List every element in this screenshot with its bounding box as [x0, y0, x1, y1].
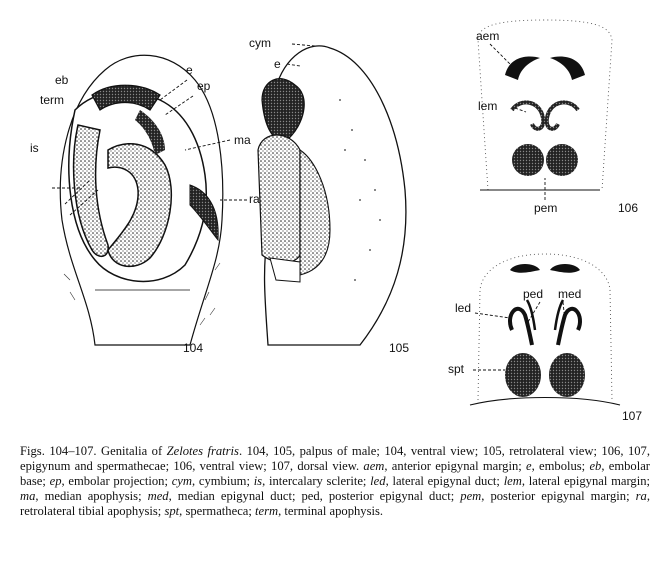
- caption-lead: Figs. 104–107. Genitalia of: [20, 444, 167, 458]
- label-e-104: e: [186, 63, 193, 77]
- label-ped: ped: [523, 287, 544, 301]
- label-spt: spt: [448, 362, 465, 376]
- caption-abbr-definition: , retrolateral tibial apophysis;: [20, 489, 650, 518]
- caption-abbr-term: eb: [589, 459, 602, 473]
- caption-abbr-definition: , median apophysis;: [35, 489, 148, 503]
- fig-number-105: 105: [389, 341, 410, 355]
- caption-text: . 104, 105, palpus of male; 104, ventral view; 105, retrolateral view; 106, 107, epigynum and spermathecae; 106, ventral view; 107, dorsal view.: [20, 444, 650, 473]
- label-eb: eb: [55, 73, 69, 87]
- caption-abbr-term: is: [253, 474, 263, 488]
- caption-abbr-definition: , intercalary sclerite;: [262, 474, 371, 488]
- label-ra: ra: [249, 192, 260, 206]
- figure-caption: [20, 444, 650, 519]
- caption-abbr-term: ma: [20, 489, 36, 503]
- caption-abbr-term: e: [526, 459, 532, 473]
- caption-abbr-definition: , posterior epigynal margin;: [481, 489, 636, 503]
- caption-abbr-definition: , spermatheca;: [179, 504, 256, 518]
- caption-abbr-definition: , cymbium;: [191, 474, 254, 488]
- fig105-drawing: [258, 46, 406, 345]
- caption-abbr-term: ra: [635, 489, 647, 503]
- label-med: med: [558, 287, 582, 301]
- fig-number-107: 107: [622, 409, 643, 423]
- caption-species: Zelotes fratris: [166, 444, 239, 458]
- label-lem: lem: [478, 99, 498, 113]
- caption-abbr-definition: , lateral epigynal duct;: [385, 474, 504, 488]
- caption-abbr-definition: , embolar base;: [20, 459, 650, 488]
- label-aem: aem: [476, 29, 500, 43]
- fig-number-104: 104: [183, 341, 204, 355]
- caption-abbr-term: cym: [171, 474, 192, 488]
- caption-abbr-definition: , embolus;: [531, 459, 590, 473]
- caption-abbr-term: term: [255, 504, 279, 518]
- caption-abbr-definition: , anterior epigynal margin;: [384, 459, 527, 473]
- fig106-drawing: [478, 20, 612, 190]
- caption-abbr-definition: , embolar projection;: [61, 474, 172, 488]
- label-led: led: [455, 301, 472, 315]
- caption-abbr-term: led: [370, 474, 386, 488]
- fig104-drawing: [60, 55, 222, 345]
- caption-abbr-definition: , terminal apophysis.: [278, 504, 384, 518]
- caption-abbr-term: pem: [460, 489, 482, 503]
- label-pem: pem: [534, 201, 558, 215]
- label-ep: ep: [197, 79, 211, 93]
- caption-abbr-term: lem: [503, 474, 522, 488]
- label-ma: ma: [234, 133, 251, 147]
- fig107-drawing: [470, 254, 620, 405]
- label-cym: cym: [249, 36, 271, 50]
- caption-abbr-definition: , lateral epigynal margin;: [521, 474, 651, 488]
- caption-abbr-term: spt: [164, 504, 180, 518]
- caption-abbr-definition: , median epigynal duct; ped, posterior epigynal duct;: [168, 489, 461, 503]
- fig-number-106: 106: [618, 201, 639, 215]
- label-term: term: [40, 93, 64, 107]
- caption-abbr-term: ep: [49, 474, 62, 488]
- label-is: is: [30, 141, 39, 155]
- caption-abbr-term: aem: [363, 459, 385, 473]
- caption-abbr-term: med: [147, 489, 169, 503]
- label-e-105: e: [274, 57, 281, 71]
